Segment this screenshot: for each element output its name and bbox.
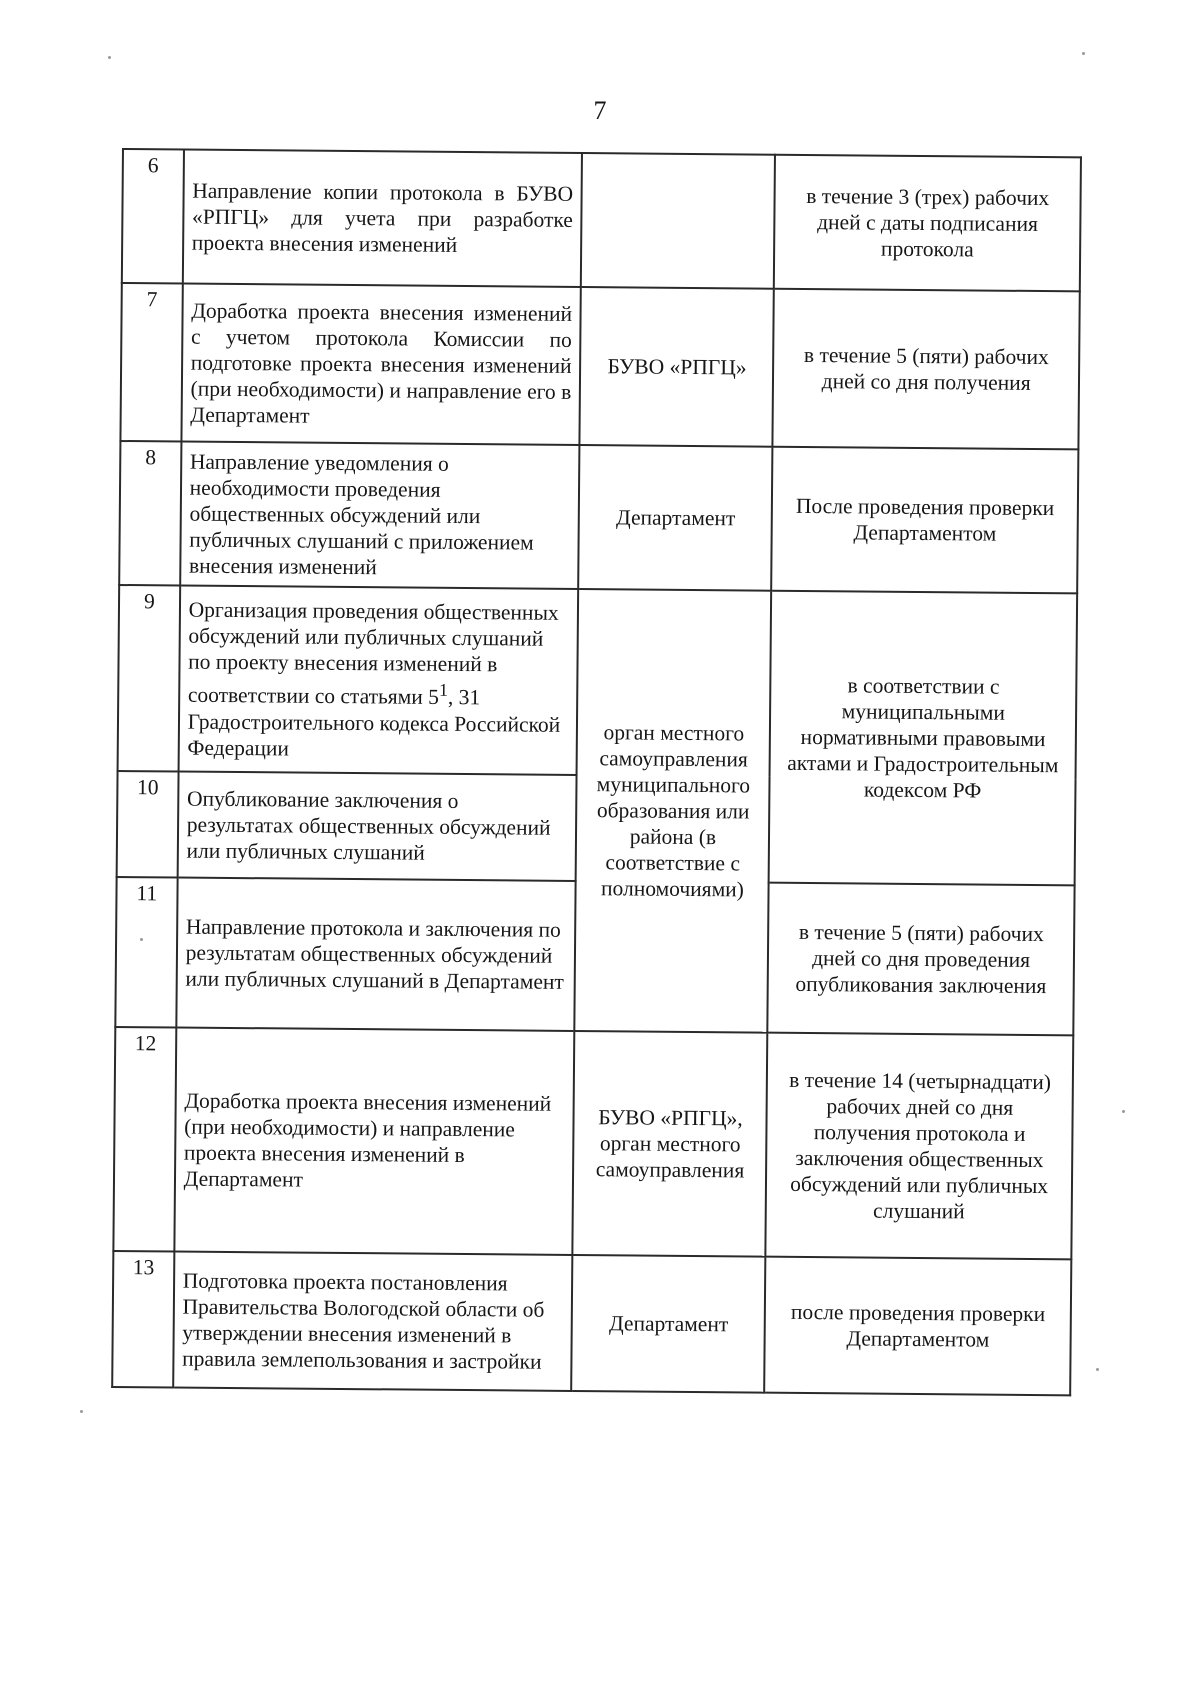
table-row — [118, 585, 1078, 779]
term-cell: После проведения проверки Департаментом — [772, 447, 1079, 594]
scan-speck — [1096, 1368, 1099, 1371]
row-number: 12 — [113, 1027, 176, 1252]
action-cell: Опубликование заключения о результатах общественных обсуждений или публичных слушаний — [177, 772, 577, 881]
action-cell: Подготовка проекта постановления Правительства Вологодской области об утверждении внесения изменений в правила землепользования и застройки — [173, 1251, 573, 1390]
executor-cell: БУВО «РПГЦ», орган местного самоуправления — [573, 1031, 768, 1257]
row-number: 11 — [115, 877, 177, 1028]
action-cell — [178, 586, 578, 775]
procedure-table — [111, 148, 1082, 1396]
term-cell: в течение 5 (пяти) рабочих дней со дня получения — [773, 289, 1080, 450]
action-cell: Доработка проекта внесения изменений с учетом протокола Комиссии по подготовке проекта внесения изменений (при необходимости) и направление его в Департамент — [181, 284, 581, 445]
table-row — [122, 149, 1081, 291]
term-cell: в течение 3 (трех) рабочих дней с даты подписания протокола — [774, 155, 1081, 292]
term-cell: в течение 14 (четырнадцати) рабочих дней со дня получения протокола и заключения общественных обсуждений или публичных слушаний — [766, 1033, 1074, 1260]
action-cell: Направление уведомления о необходимости проведения общественных обсуждений или публичных слушаний с приложением внесения изменений — [180, 442, 580, 589]
row-number: 8 — [119, 441, 181, 586]
executor-cell: Департамент — [572, 1255, 766, 1393]
row-number: 10 — [117, 771, 179, 878]
table-row — [120, 283, 1079, 449]
scan-speck — [140, 938, 143, 941]
table-row — [119, 441, 1078, 593]
executor-cell: Департамент — [579, 445, 773, 591]
action-cell: Доработка проекта внесения изменений (при необходимости) и направление проекта внесения изменений в Департамент — [174, 1028, 575, 1255]
scan-speck — [108, 56, 111, 59]
term-cell: в течение 5 (пяти) рабочих дней со дня проведения опубликования заключения — [768, 883, 1075, 1036]
executor-cell: БУВО «РПГЦ» — [580, 287, 774, 447]
row-number: 6 — [122, 149, 184, 284]
action-cell: Направление копии протокола в БУВО «РПГЦ» для учета при разработке проекта внесения изменений — [183, 150, 583, 287]
superscript-index: 1 — [438, 680, 449, 701]
scan-speck — [80, 1410, 83, 1413]
scan-speck — [1082, 52, 1085, 55]
scan-speck — [1122, 1110, 1125, 1113]
executor-cell — [581, 153, 775, 289]
page-number: 7 — [593, 96, 607, 125]
merged-executor-cell: орган местного самоуправления муниципального образования или района (в соответствие с полномочиями) — [575, 589, 772, 1033]
row-number: 13 — [112, 1251, 174, 1388]
merged-term-cell: в соответствии с муниципальными нормативными правовыми актами и Градостроительным кодексом РФ — [769, 591, 1077, 886]
row-number: 7 — [120, 283, 182, 442]
table-row — [113, 1027, 1073, 1259]
row-number: 9 — [118, 585, 180, 772]
action-text-part: , 31 Градостроительного кодекса Российской Федерации — [187, 685, 561, 761]
action-cell: Направление протокола и заключения по результатам общественных обсуждений или публичных слушаний в Департамент — [176, 878, 576, 1031]
table-row — [112, 1251, 1071, 1395]
action-text-part: Организация проведения общественных обсуждений или публичных слушаний по проекту внесения изменений в соответствии со статьями 5 — [187, 598, 559, 710]
term-cell: после проведения проверки Департаментом — [765, 1257, 1072, 1396]
